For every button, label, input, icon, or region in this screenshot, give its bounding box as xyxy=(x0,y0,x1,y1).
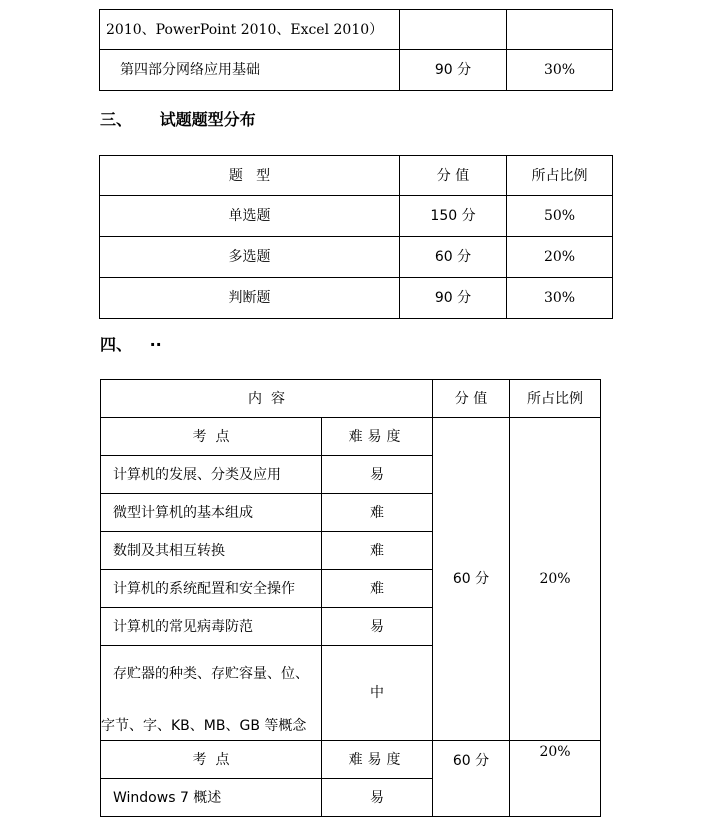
difficulty-cell: 易 xyxy=(322,456,433,494)
header-ratio: 所占比例 xyxy=(507,156,613,196)
content-distribution-table xyxy=(100,379,601,817)
point-cell-multiline xyxy=(101,646,322,741)
section-number: 四、 xyxy=(100,335,133,354)
part2-ratio-cell: 20% xyxy=(510,741,601,817)
table-header-row xyxy=(100,156,613,196)
table-row xyxy=(100,50,613,91)
score-cell: 90 分 xyxy=(400,278,507,319)
table-row xyxy=(100,237,613,278)
content-cell: 2010、PowerPoint 2010、Excel 2010） xyxy=(100,10,400,50)
difficulty-cell: 难 xyxy=(322,532,433,570)
point-line-2: 字节、字、KB、MB、GB 等概念 xyxy=(101,717,307,734)
score-cell: 150 分 xyxy=(400,196,507,237)
header-type: 题 型 xyxy=(100,156,400,196)
table-subheader-row xyxy=(101,418,601,456)
part1-score-cell: 60 分 xyxy=(433,418,510,741)
header-ratio: 所占比例 xyxy=(510,380,601,418)
type-cell: 单选题 xyxy=(100,196,400,237)
table-row xyxy=(100,278,613,319)
ratio-cell: 20% xyxy=(507,237,613,278)
header-score: 分 值 xyxy=(433,380,510,418)
point-cell: 计算机的常见病毒防范 xyxy=(101,608,322,646)
question-type-table xyxy=(99,155,613,319)
difficulty-cell: 中 xyxy=(322,646,433,741)
point-cell: 计算机的系统配置和安全操作 xyxy=(101,570,322,608)
difficulty-cell: 难 xyxy=(322,570,433,608)
score-cell: 60 分 xyxy=(400,237,507,278)
difficulty-cell: 易 xyxy=(322,608,433,646)
content-cell: 第四部分网络应用基础 xyxy=(100,50,400,91)
header-score: 分 值 xyxy=(400,156,507,196)
point-cell: Windows 7 概述 xyxy=(101,779,322,817)
point-cell: 微型计算机的基本组成 xyxy=(101,494,322,532)
point-cell: 数制及其相互转换 xyxy=(101,532,322,570)
col-point-header: 考 点 xyxy=(101,418,322,456)
col-difficulty-header: 难易度 xyxy=(322,741,433,779)
ratio-cell: 50% xyxy=(507,196,613,237)
part1-ratio-cell: 20% xyxy=(510,418,601,741)
part2-score-cell: 60 分 xyxy=(433,741,510,817)
point-cell: 计算机的发展、分类及应用 xyxy=(101,456,322,494)
section-title: 试题题型分布 xyxy=(159,110,256,129)
table-row xyxy=(100,196,613,237)
section-title: ·· xyxy=(149,335,162,354)
section-heading-3 xyxy=(100,112,256,128)
point-line-1: 存贮器的种类、存贮容量、位、 xyxy=(113,665,309,682)
table-header-row xyxy=(101,380,601,418)
table-subheader-row xyxy=(101,741,601,779)
section-number: 三、 xyxy=(100,110,133,129)
ratio-cell xyxy=(507,10,613,50)
col-point-header: 考 点 xyxy=(101,741,322,779)
ratio-cell: 30% xyxy=(507,50,613,91)
type-cell: 判断题 xyxy=(100,278,400,319)
score-table-continued xyxy=(99,9,613,91)
ratio-cell: 30% xyxy=(507,278,613,319)
section-heading-4 xyxy=(100,337,162,353)
score-cell xyxy=(400,10,507,50)
difficulty-cell: 易 xyxy=(322,779,433,817)
table-row xyxy=(100,10,613,50)
col-difficulty-header: 难易度 xyxy=(322,418,433,456)
header-content: 内 容 xyxy=(101,380,433,418)
score-cell: 90 分 xyxy=(400,50,507,91)
type-cell: 多选题 xyxy=(100,237,400,278)
difficulty-cell: 难 xyxy=(322,494,433,532)
